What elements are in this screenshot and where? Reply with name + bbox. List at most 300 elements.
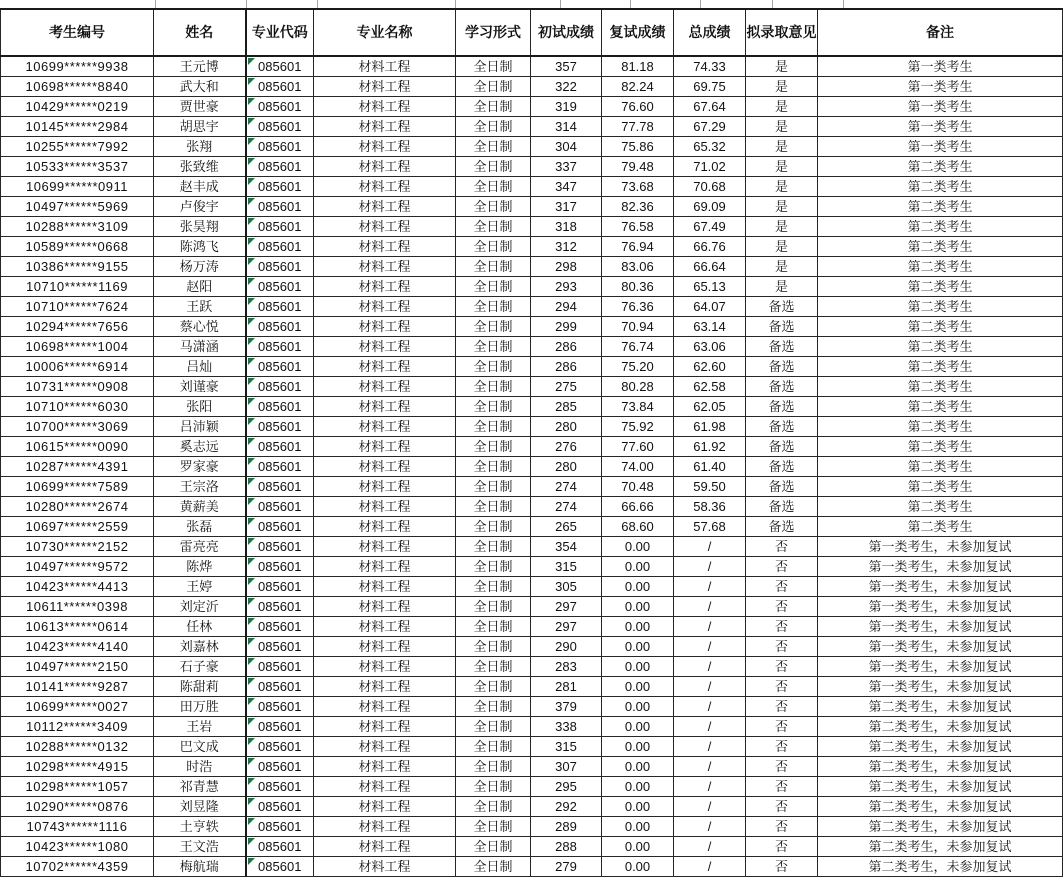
cell-candidate-id[interactable]: 10710******6030 — [1, 397, 154, 417]
cell-major-name[interactable]: 材料工程 — [314, 417, 456, 437]
cell-major-code[interactable] — [246, 497, 314, 517]
cell-major-code[interactable] — [246, 257, 314, 277]
cell-study-mode[interactable]: 全日制 — [456, 237, 531, 257]
cell-major-code[interactable] — [246, 717, 314, 737]
cell-total-score[interactable]: 66.76 — [674, 237, 746, 257]
cell-major-name[interactable]: 材料工程 — [314, 197, 456, 217]
cell-total-score[interactable]: / — [674, 797, 746, 817]
cell-admission-opinion[interactable]: 是 — [746, 117, 818, 137]
cell-total-score[interactable]: 64.07 — [674, 297, 746, 317]
cell-remark[interactable]: 第二类考生 — [818, 237, 1063, 257]
cell-retest-score[interactable]: 0.00 — [602, 817, 674, 837]
cell-initial-score[interactable]: 265 — [531, 517, 602, 537]
cell-study-mode[interactable]: 全日制 — [456, 597, 531, 617]
cell-remark[interactable]: 第一类考生，未参加复试 — [818, 577, 1063, 597]
cell-initial-score[interactable]: 314 — [531, 117, 602, 137]
cell-study-mode[interactable]: 全日制 — [456, 357, 531, 377]
header-name[interactable]: 姓名 — [154, 9, 246, 56]
cell-candidate-id[interactable]: 10700******3069 — [1, 417, 154, 437]
header-remark[interactable]: 备注 — [818, 9, 1063, 56]
cell-remark[interactable]: 第二类考生，未参加复试 — [818, 737, 1063, 757]
cell-major-code[interactable] — [246, 77, 314, 97]
cell-major-name[interactable]: 材料工程 — [314, 137, 456, 157]
cell-major-code[interactable] — [246, 377, 314, 397]
cell-study-mode[interactable]: 全日制 — [456, 617, 531, 637]
cell-total-score[interactable]: 69.75 — [674, 77, 746, 97]
cell-retest-score[interactable]: 75.20 — [602, 357, 674, 377]
cell-initial-score[interactable]: 379 — [531, 697, 602, 717]
cell-candidate-id[interactable]: 10731******0908 — [1, 377, 154, 397]
cell-total-score[interactable]: 59.50 — [674, 477, 746, 497]
cell-initial-score[interactable]: 298 — [531, 257, 602, 277]
cell-admission-opinion[interactable]: 备选 — [746, 457, 818, 477]
cell-name[interactable]: 石子豪 — [154, 657, 246, 677]
cell-name[interactable]: 赵阳 — [154, 277, 246, 297]
cell-remark[interactable]: 第一类考生，未参加复试 — [818, 617, 1063, 637]
cell-candidate-id[interactable]: 10699******0911 — [1, 177, 154, 197]
cell-retest-score[interactable]: 66.66 — [602, 497, 674, 517]
cell-initial-score[interactable]: 285 — [531, 397, 602, 417]
cell-major-code[interactable] — [246, 357, 314, 377]
cell-remark[interactable]: 第二类考生，未参加复试 — [818, 697, 1063, 717]
cell-study-mode[interactable]: 全日制 — [456, 377, 531, 397]
cell-initial-score[interactable]: 280 — [531, 457, 602, 477]
cell-major-name[interactable]: 材料工程 — [314, 517, 456, 537]
cell-major-code[interactable] — [246, 437, 314, 457]
cell-candidate-id[interactable]: 10710******1169 — [1, 277, 154, 297]
cell-major-name[interactable]: 材料工程 — [314, 117, 456, 137]
cell-total-score[interactable]: 67.29 — [674, 117, 746, 137]
cell-name[interactable]: 王跃 — [154, 297, 246, 317]
cell-retest-score[interactable]: 0.00 — [602, 617, 674, 637]
cell-major-name[interactable]: 材料工程 — [314, 297, 456, 317]
cell-major-name[interactable]: 材料工程 — [314, 457, 456, 477]
cell-candidate-id[interactable]: 10423******1080 — [1, 837, 154, 857]
cell-initial-score[interactable]: 347 — [531, 177, 602, 197]
cell-initial-score[interactable]: 274 — [531, 477, 602, 497]
cell-major-code[interactable] — [246, 117, 314, 137]
cell-total-score[interactable]: 57.68 — [674, 517, 746, 537]
header-admission-opinion[interactable]: 拟录取意见 — [746, 9, 818, 56]
cell-candidate-id[interactable]: 10280******2674 — [1, 497, 154, 517]
cell-retest-score[interactable]: 0.00 — [602, 577, 674, 597]
cell-study-mode[interactable]: 全日制 — [456, 137, 531, 157]
cell-admission-opinion[interactable]: 是 — [746, 56, 818, 77]
cell-total-score[interactable]: / — [674, 597, 746, 617]
cell-name[interactable]: 陈鸿飞 — [154, 237, 246, 257]
cell-retest-score[interactable]: 75.92 — [602, 417, 674, 437]
cell-total-score[interactable]: / — [674, 677, 746, 697]
cell-name[interactable]: 黄薪美 — [154, 497, 246, 517]
cell-total-score[interactable]: 71.02 — [674, 157, 746, 177]
cell-total-score[interactable]: 65.13 — [674, 277, 746, 297]
cell-remark[interactable]: 第一类考生，未参加复试 — [818, 637, 1063, 657]
cell-name[interactable]: 张昊翔 — [154, 217, 246, 237]
cell-study-mode[interactable]: 全日制 — [456, 497, 531, 517]
cell-initial-score[interactable]: 357 — [531, 56, 602, 77]
cell-name[interactable]: 祁青慧 — [154, 777, 246, 797]
cell-major-name[interactable]: 材料工程 — [314, 437, 456, 457]
cell-retest-score[interactable]: 82.24 — [602, 77, 674, 97]
cell-remark[interactable]: 第二类考生 — [818, 357, 1063, 377]
cell-candidate-id[interactable]: 10697******2559 — [1, 517, 154, 537]
cell-remark[interactable]: 第一类考生 — [818, 117, 1063, 137]
cell-total-score[interactable]: / — [674, 817, 746, 837]
cell-initial-score[interactable]: 312 — [531, 237, 602, 257]
cell-candidate-id[interactable]: 10290******0876 — [1, 797, 154, 817]
cell-total-score[interactable]: / — [674, 737, 746, 757]
cell-admission-opinion[interactable]: 备选 — [746, 377, 818, 397]
cell-remark[interactable]: 第二类考生 — [818, 297, 1063, 317]
cell-study-mode[interactable]: 全日制 — [456, 397, 531, 417]
cell-admission-opinion[interactable]: 否 — [746, 757, 818, 777]
cell-total-score[interactable]: / — [674, 777, 746, 797]
cell-candidate-id[interactable]: 10288******0132 — [1, 737, 154, 757]
cell-retest-score[interactable]: 0.00 — [602, 697, 674, 717]
cell-major-name[interactable]: 材料工程 — [314, 637, 456, 657]
cell-major-name[interactable]: 材料工程 — [314, 177, 456, 197]
cell-study-mode[interactable]: 全日制 — [456, 417, 531, 437]
cell-admission-opinion[interactable]: 备选 — [746, 337, 818, 357]
cell-major-code[interactable] — [246, 277, 314, 297]
cell-study-mode[interactable]: 全日制 — [456, 837, 531, 857]
cell-study-mode[interactable]: 全日制 — [456, 177, 531, 197]
cell-admission-opinion[interactable]: 备选 — [746, 437, 818, 457]
cell-study-mode[interactable]: 全日制 — [456, 737, 531, 757]
cell-major-code[interactable] — [246, 517, 314, 537]
cell-admission-opinion[interactable]: 否 — [746, 537, 818, 557]
cell-total-score[interactable]: 62.58 — [674, 377, 746, 397]
cell-total-score[interactable]: / — [674, 757, 746, 777]
cell-name[interactable]: 赵丰成 — [154, 177, 246, 197]
cell-remark[interactable]: 第二类考生，未参加复试 — [818, 717, 1063, 737]
cell-admission-opinion[interactable]: 否 — [746, 777, 818, 797]
cell-retest-score[interactable]: 76.94 — [602, 237, 674, 257]
header-major-name[interactable]: 专业名称 — [314, 9, 456, 56]
cell-admission-opinion[interactable]: 是 — [746, 177, 818, 197]
cell-remark[interactable]: 第二类考生 — [818, 377, 1063, 397]
cell-retest-score[interactable]: 76.58 — [602, 217, 674, 237]
cell-name[interactable]: 卢俊宇 — [154, 197, 246, 217]
cell-major-name[interactable]: 材料工程 — [314, 237, 456, 257]
cell-study-mode[interactable]: 全日制 — [456, 777, 531, 797]
cell-remark[interactable]: 第二类考生 — [818, 337, 1063, 357]
cell-remark[interactable]: 第二类考生，未参加复试 — [818, 797, 1063, 817]
cell-major-name[interactable]: 材料工程 — [314, 857, 456, 877]
cell-admission-opinion[interactable]: 否 — [746, 597, 818, 617]
cell-total-score[interactable]: 62.05 — [674, 397, 746, 417]
cell-initial-score[interactable]: 274 — [531, 497, 602, 517]
cell-total-score[interactable]: 58.36 — [674, 497, 746, 517]
cell-remark[interactable]: 第二类考生 — [818, 177, 1063, 197]
cell-admission-opinion[interactable]: 否 — [746, 697, 818, 717]
cell-initial-score[interactable]: 354 — [531, 537, 602, 557]
cell-total-score[interactable]: 74.33 — [674, 56, 746, 77]
cell-study-mode[interactable]: 全日制 — [456, 56, 531, 77]
cell-major-name[interactable]: 材料工程 — [314, 577, 456, 597]
cell-study-mode[interactable]: 全日制 — [456, 677, 531, 697]
cell-initial-score[interactable]: 286 — [531, 357, 602, 377]
cell-candidate-id[interactable]: 10298******4915 — [1, 757, 154, 777]
cell-candidate-id[interactable]: 10255******7992 — [1, 137, 154, 157]
cell-name[interactable]: 王婷 — [154, 577, 246, 597]
cell-retest-score[interactable]: 0.00 — [602, 717, 674, 737]
cell-major-code[interactable] — [246, 637, 314, 657]
cell-name[interactable]: 张致维 — [154, 157, 246, 177]
cell-candidate-id[interactable]: 10298******1057 — [1, 777, 154, 797]
cell-retest-score[interactable]: 73.68 — [602, 177, 674, 197]
cell-major-name[interactable]: 材料工程 — [314, 737, 456, 757]
cell-remark[interactable]: 第二类考生 — [818, 197, 1063, 217]
cell-major-name[interactable]: 材料工程 — [314, 317, 456, 337]
cell-total-score[interactable]: 70.68 — [674, 177, 746, 197]
cell-initial-score[interactable]: 294 — [531, 297, 602, 317]
cell-admission-opinion[interactable]: 是 — [746, 237, 818, 257]
cell-retest-score[interactable]: 0.00 — [602, 657, 674, 677]
header-candidate-id[interactable]: 考生编号 — [1, 9, 154, 56]
cell-major-code[interactable] — [246, 477, 314, 497]
cell-retest-score[interactable]: 0.00 — [602, 857, 674, 877]
cell-candidate-id[interactable]: 10288******3109 — [1, 217, 154, 237]
cell-name[interactable]: 田万胜 — [154, 697, 246, 717]
cell-major-name[interactable]: 材料工程 — [314, 497, 456, 517]
cell-major-code[interactable] — [246, 837, 314, 857]
cell-initial-score[interactable]: 319 — [531, 97, 602, 117]
cell-initial-score[interactable]: 276 — [531, 437, 602, 457]
cell-study-mode[interactable]: 全日制 — [456, 757, 531, 777]
cell-initial-score[interactable]: 292 — [531, 797, 602, 817]
cell-candidate-id[interactable]: 10743******1116 — [1, 817, 154, 837]
cell-candidate-id[interactable]: 10141******9287 — [1, 677, 154, 697]
cell-major-code[interactable] — [246, 237, 314, 257]
cell-admission-opinion[interactable]: 否 — [746, 837, 818, 857]
cell-study-mode[interactable]: 全日制 — [456, 517, 531, 537]
cell-initial-score[interactable]: 322 — [531, 77, 602, 97]
cell-study-mode[interactable]: 全日制 — [456, 537, 531, 557]
cell-initial-score[interactable]: 318 — [531, 217, 602, 237]
cell-admission-opinion[interactable]: 否 — [746, 737, 818, 757]
cell-name[interactable]: 刘昱隆 — [154, 797, 246, 817]
cell-admission-opinion[interactable]: 是 — [746, 157, 818, 177]
cell-retest-score[interactable]: 77.78 — [602, 117, 674, 137]
cell-total-score[interactable]: / — [674, 857, 746, 877]
cell-major-name[interactable]: 材料工程 — [314, 837, 456, 857]
cell-total-score[interactable]: / — [674, 617, 746, 637]
cell-admission-opinion[interactable]: 否 — [746, 817, 818, 837]
cell-initial-score[interactable]: 283 — [531, 657, 602, 677]
cell-candidate-id[interactable]: 10615******0090 — [1, 437, 154, 457]
cell-major-code[interactable] — [246, 56, 314, 77]
cell-study-mode[interactable]: 全日制 — [456, 217, 531, 237]
cell-candidate-id[interactable]: 10613******0614 — [1, 617, 154, 637]
cell-admission-opinion[interactable]: 备选 — [746, 497, 818, 517]
cell-admission-opinion[interactable]: 否 — [746, 577, 818, 597]
cell-retest-score[interactable]: 0.00 — [602, 777, 674, 797]
cell-retest-score[interactable]: 0.00 — [602, 597, 674, 617]
cell-remark[interactable]: 第二类考生，未参加复试 — [818, 777, 1063, 797]
cell-initial-score[interactable]: 290 — [531, 637, 602, 657]
cell-initial-score[interactable]: 289 — [531, 817, 602, 837]
cell-major-name[interactable]: 材料工程 — [314, 157, 456, 177]
cell-major-code[interactable] — [246, 557, 314, 577]
cell-total-score[interactable]: 63.14 — [674, 317, 746, 337]
cell-retest-score[interactable]: 0.00 — [602, 557, 674, 577]
cell-retest-score[interactable]: 0.00 — [602, 537, 674, 557]
cell-initial-score[interactable]: 338 — [531, 717, 602, 737]
cell-major-name[interactable]: 材料工程 — [314, 777, 456, 797]
cell-retest-score[interactable]: 76.60 — [602, 97, 674, 117]
cell-major-name[interactable]: 材料工程 — [314, 717, 456, 737]
cell-name[interactable]: 吕沛颖 — [154, 417, 246, 437]
cell-remark[interactable]: 第二类考生 — [818, 277, 1063, 297]
cell-candidate-id[interactable]: 10710******7624 — [1, 297, 154, 317]
cell-admission-opinion[interactable]: 备选 — [746, 417, 818, 437]
cell-major-code[interactable] — [246, 397, 314, 417]
cell-major-code[interactable] — [246, 697, 314, 717]
cell-major-code[interactable] — [246, 577, 314, 597]
cell-remark[interactable]: 第一类考生，未参加复试 — [818, 537, 1063, 557]
cell-retest-score[interactable]: 73.84 — [602, 397, 674, 417]
cell-total-score[interactable]: 67.64 — [674, 97, 746, 117]
cell-candidate-id[interactable]: 10699******0027 — [1, 697, 154, 717]
cell-total-score[interactable]: / — [674, 837, 746, 857]
cell-major-name[interactable]: 材料工程 — [314, 217, 456, 237]
cell-name[interactable]: 胡思宇 — [154, 117, 246, 137]
cell-admission-opinion[interactable]: 是 — [746, 77, 818, 97]
cell-candidate-id[interactable]: 10533******3537 — [1, 157, 154, 177]
header-total-score[interactable]: 总成绩 — [674, 9, 746, 56]
cell-name[interactable]: 陈烨 — [154, 557, 246, 577]
cell-name[interactable]: 杨万涛 — [154, 257, 246, 277]
cell-remark[interactable]: 第二类考生，未参加复试 — [818, 857, 1063, 877]
cell-study-mode[interactable]: 全日制 — [456, 637, 531, 657]
cell-remark[interactable]: 第二类考生 — [818, 157, 1063, 177]
cell-remark[interactable]: 第一类考生，未参加复试 — [818, 657, 1063, 677]
cell-admission-opinion[interactable]: 是 — [746, 197, 818, 217]
cell-remark[interactable]: 第二类考生 — [818, 517, 1063, 537]
cell-admission-opinion[interactable]: 否 — [746, 857, 818, 877]
cell-name[interactable]: 奚志远 — [154, 437, 246, 457]
cell-retest-score[interactable]: 76.74 — [602, 337, 674, 357]
cell-retest-score[interactable]: 0.00 — [602, 837, 674, 857]
cell-total-score[interactable]: / — [674, 577, 746, 597]
cell-name[interactable]: 任林 — [154, 617, 246, 637]
cell-retest-score[interactable]: 0.00 — [602, 797, 674, 817]
cell-name[interactable]: 武大和 — [154, 77, 246, 97]
cell-name[interactable]: 蔡心悦 — [154, 317, 246, 337]
cell-study-mode[interactable]: 全日制 — [456, 657, 531, 677]
cell-total-score[interactable]: / — [674, 697, 746, 717]
cell-total-score[interactable]: 66.64 — [674, 257, 746, 277]
cell-initial-score[interactable]: 295 — [531, 777, 602, 797]
cell-candidate-id[interactable]: 10423******4140 — [1, 637, 154, 657]
cell-admission-opinion[interactable]: 备选 — [746, 517, 818, 537]
cell-remark[interactable]: 第二类考生 — [818, 217, 1063, 237]
cell-name[interactable]: 时浩 — [154, 757, 246, 777]
cell-major-name[interactable]: 材料工程 — [314, 377, 456, 397]
cell-name[interactable]: 刘谨豪 — [154, 377, 246, 397]
cell-name[interactable]: 王岩 — [154, 717, 246, 737]
cell-admission-opinion[interactable]: 是 — [746, 257, 818, 277]
cell-name[interactable]: 刘嘉林 — [154, 637, 246, 657]
cell-retest-score[interactable]: 82.36 — [602, 197, 674, 217]
cell-major-code[interactable] — [246, 457, 314, 477]
cell-initial-score[interactable]: 280 — [531, 417, 602, 437]
cell-initial-score[interactable]: 317 — [531, 197, 602, 217]
cell-remark[interactable]: 第一类考生 — [818, 77, 1063, 97]
cell-study-mode[interactable]: 全日制 — [456, 257, 531, 277]
cell-name[interactable]: 张翔 — [154, 137, 246, 157]
cell-initial-score[interactable]: 275 — [531, 377, 602, 397]
cell-total-score[interactable]: / — [674, 717, 746, 737]
cell-major-code[interactable] — [246, 317, 314, 337]
cell-study-mode[interactable]: 全日制 — [456, 297, 531, 317]
cell-retest-score[interactable]: 0.00 — [602, 637, 674, 657]
cell-admission-opinion[interactable]: 是 — [746, 217, 818, 237]
cell-study-mode[interactable]: 全日制 — [456, 197, 531, 217]
cell-study-mode[interactable]: 全日制 — [456, 697, 531, 717]
cell-retest-score[interactable]: 83.06 — [602, 257, 674, 277]
cell-major-code[interactable] — [246, 657, 314, 677]
cell-name[interactable]: 贾世豪 — [154, 97, 246, 117]
cell-remark[interactable]: 第二类考生 — [818, 257, 1063, 277]
cell-major-name[interactable]: 材料工程 — [314, 77, 456, 97]
cell-retest-score[interactable]: 80.28 — [602, 377, 674, 397]
cell-initial-score[interactable]: 293 — [531, 277, 602, 297]
cell-remark[interactable]: 第二类考生，未参加复试 — [818, 837, 1063, 857]
cell-study-mode[interactable]: 全日制 — [456, 77, 531, 97]
cell-retest-score[interactable]: 68.60 — [602, 517, 674, 537]
cell-retest-score[interactable]: 77.60 — [602, 437, 674, 457]
cell-name[interactable]: 吕灿 — [154, 357, 246, 377]
cell-major-code[interactable] — [246, 157, 314, 177]
cell-major-name[interactable]: 材料工程 — [314, 677, 456, 697]
cell-name[interactable]: 雷亮亮 — [154, 537, 246, 557]
cell-remark[interactable]: 第二类考生 — [818, 317, 1063, 337]
cell-major-name[interactable]: 材料工程 — [314, 357, 456, 377]
cell-major-name[interactable]: 材料工程 — [314, 757, 456, 777]
cell-name[interactable]: 土亨轶 — [154, 817, 246, 837]
cell-admission-opinion[interactable]: 备选 — [746, 317, 818, 337]
cell-admission-opinion[interactable]: 是 — [746, 137, 818, 157]
cell-study-mode[interactable]: 全日制 — [456, 817, 531, 837]
cell-remark[interactable]: 第二类考生 — [818, 437, 1063, 457]
cell-major-code[interactable] — [246, 777, 314, 797]
cell-name[interactable]: 刘定沂 — [154, 597, 246, 617]
cell-name[interactable]: 陈甜莉 — [154, 677, 246, 697]
cell-major-code[interactable] — [246, 337, 314, 357]
cell-major-name[interactable]: 材料工程 — [314, 797, 456, 817]
cell-remark[interactable]: 第二类考生 — [818, 397, 1063, 417]
cell-study-mode[interactable]: 全日制 — [456, 477, 531, 497]
cell-total-score[interactable]: 69.09 — [674, 197, 746, 217]
cell-major-code[interactable] — [246, 97, 314, 117]
cell-major-name[interactable]: 材料工程 — [314, 477, 456, 497]
cell-remark[interactable]: 第二类考生 — [818, 417, 1063, 437]
cell-admission-opinion[interactable]: 备选 — [746, 297, 818, 317]
cell-major-name[interactable]: 材料工程 — [314, 537, 456, 557]
cell-study-mode[interactable]: 全日制 — [456, 577, 531, 597]
cell-major-code[interactable] — [246, 137, 314, 157]
cell-remark[interactable]: 第二类考生 — [818, 457, 1063, 477]
cell-candidate-id[interactable]: 10287******4391 — [1, 457, 154, 477]
cell-candidate-id[interactable]: 10429******0219 — [1, 97, 154, 117]
cell-initial-score[interactable]: 307 — [531, 757, 602, 777]
cell-admission-opinion[interactable]: 否 — [746, 677, 818, 697]
cell-retest-score[interactable]: 74.00 — [602, 457, 674, 477]
cell-remark[interactable]: 第二类考生，未参加复试 — [818, 817, 1063, 837]
cell-initial-score[interactable]: 286 — [531, 337, 602, 357]
